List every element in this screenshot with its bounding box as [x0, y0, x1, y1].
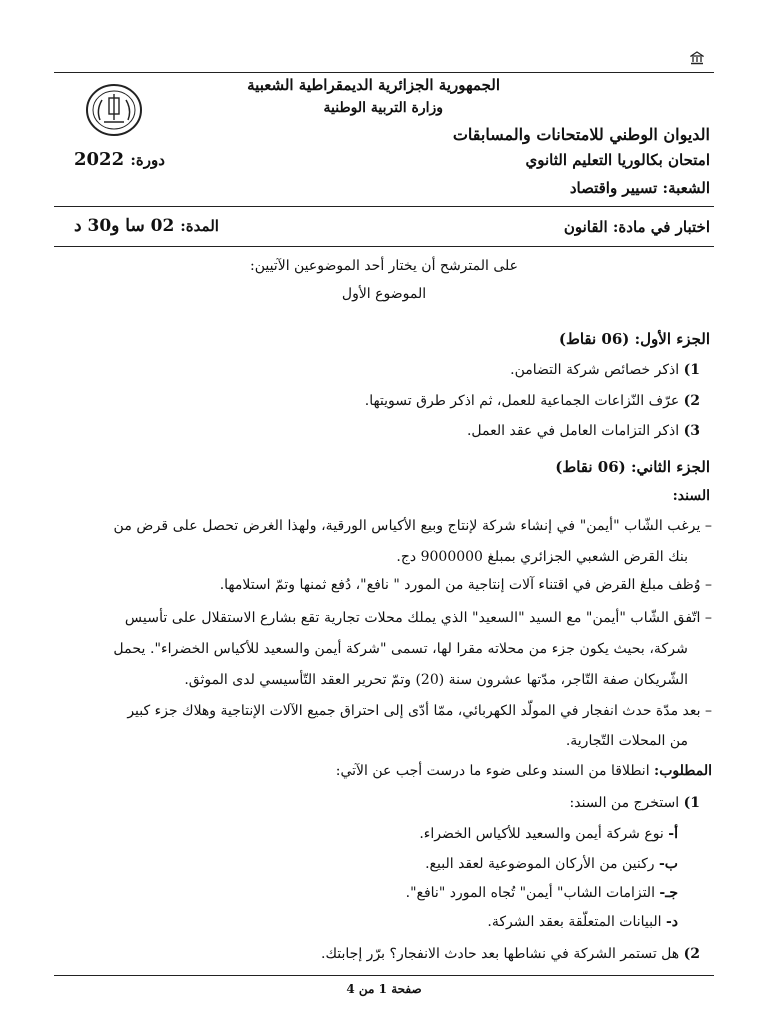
duration-value: 02 سا و30 د [74, 216, 175, 236]
exam-title: امتحان بكالوريا التعليم الثانوي [525, 151, 710, 169]
office-title: الديوان الوطني للامتحانات والمسابقات [452, 125, 710, 144]
subject-label: اختبار في مادة: القانون [563, 218, 710, 236]
sub-question-d: د- البيانات المتعلّقة بعقد الشركة. [487, 914, 678, 930]
support-line: – بعد مدّة حدث انفجار في المولّد الكهربائي، ممّا أدّى إلى احتراق جميع الآلات الإنتاجية وهلاك جزء كبير [127, 703, 712, 719]
page-total: 4 [346, 982, 355, 996]
part1-question-2: 2) عرّف النّزاعات الجماعية للعمل، ثم اذكر طرق تسويتها. [364, 393, 700, 409]
part2-question-2: 2) هل تستمر الشركة في نشاطها بعد حادث الانفجار؟ برّر إجابتك. [321, 946, 700, 962]
footer-rule [54, 975, 714, 976]
ministry-emblem [82, 80, 146, 140]
page-word: صفحة [391, 982, 422, 996]
sub-question-b: ب- ركنين من الأركان الموضوعية لعقد البيع. [425, 856, 678, 872]
required-label: المطلوب: [654, 763, 712, 779]
republic-title: الجمهورية الجزائرية الديمقراطية الشعبية [247, 76, 500, 94]
stream-label: الشعبة: تسيير واقتصاد [569, 179, 710, 197]
page-number: 1 [378, 982, 387, 996]
part1-title: الجزء الأول: (06 نقاط) [558, 330, 710, 348]
support-line: – اتّفق الشّاب "أيمن" مع السيد "السعيد" الذي يملك محلات تجارية تقع بشارع الاستقلال على تأسيس [124, 610, 712, 626]
duration-label: المدة: [180, 217, 219, 235]
duration [74, 216, 219, 236]
required [336, 763, 712, 779]
ministry-title: وزارة التربية الوطنية [323, 100, 443, 116]
top-rule [54, 72, 714, 73]
support-line: شركة، بحيث يكون جزء من محلاته مقرا لها، تسمى "شركة أيمن والسعيد للأكياس الخضراء". يحمل [113, 641, 688, 657]
support-line: – وُظف مبلغ القرض في اقتناء آلات إنتاجية من المورد " نافع"، دُفع ثمنها وتمّ استلامها. [219, 577, 712, 593]
header-rule [54, 206, 714, 207]
of-word: من [358, 982, 375, 996]
support-line: – يرغب الشّاب "أيمن" في إنشاء شركة لإنتاج وبيع الأكياس الورقية، ولهذا الغرض تحصل على قرض من [113, 518, 712, 534]
part1-question-3: 3) اذكر التزامات العامل في عقد العمل. [466, 423, 700, 439]
session-year: 2022 [74, 149, 125, 170]
page-footer [0, 982, 768, 996]
bank-icon [690, 50, 704, 64]
session-label: دورة: [130, 151, 165, 169]
sub-question-a: أ- نوع شركة أيمن والسعيد للأكياس الخضراء. [419, 826, 678, 842]
support-line: الشّريكان صفة التّاجر، مدّتها عشرون سنة (20) وتمّ تحرير العقد التّأسيسي لدى الموثق. [184, 672, 688, 688]
subject-rule [54, 246, 714, 247]
support-line: من المحلات التّجارية. [565, 733, 688, 749]
sub-question-c: جـ- التزامات الشاب" أيمن" تُجاه المورد "نافع". [405, 885, 678, 901]
part1-question-1: 1) اذكر خصائص شركة التضامن. [510, 362, 700, 378]
support-line: بنك القرض الشعبي الجزائري بمبلغ 9000000 دج. [396, 549, 688, 565]
instruction: على المترشح أن يختار أحد الموضوعين الآتيين: [249, 258, 518, 274]
topic-title: الموضوع الأول [341, 286, 427, 302]
session [74, 149, 165, 170]
part2-title: الجزء الثاني: (06 نقاط) [555, 458, 710, 476]
required-text: انطلاقا من السند وعلى ضوء ما درست أجب عن الآتي: [335, 763, 655, 779]
support-label: السند: [672, 488, 710, 504]
part2-question-1: 1) استخرج من السند: [569, 795, 700, 811]
